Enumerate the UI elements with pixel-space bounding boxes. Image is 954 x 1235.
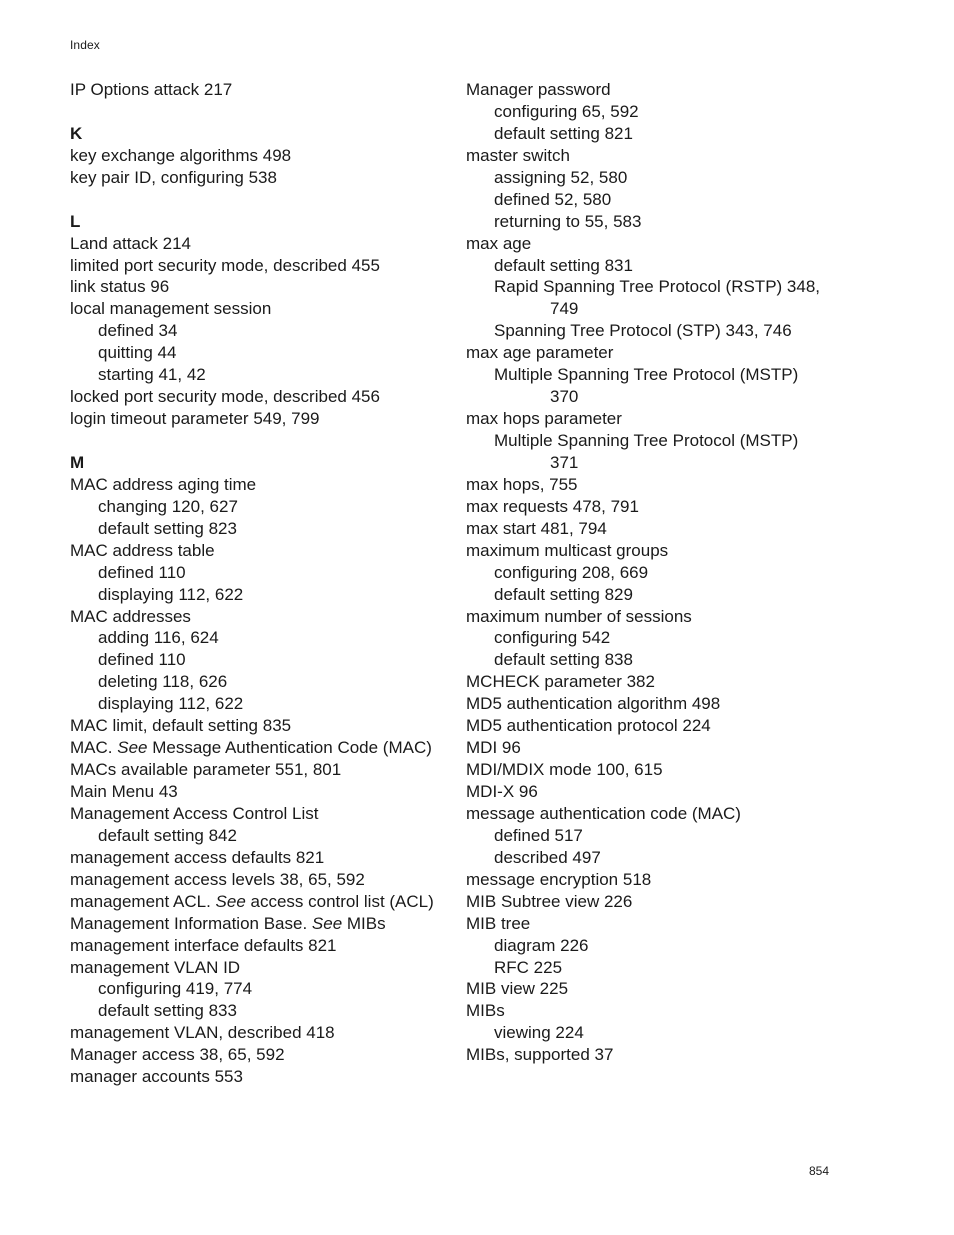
index-letter-heading: L (70, 211, 81, 231)
index-subentry: defined 34 (98, 321, 178, 341)
index-see-reference (70, 913, 450, 935)
index-entry: MD5 authentication algorithm 498 (466, 694, 721, 714)
index-column-left (70, 79, 450, 1088)
index-entry: key exchange algorithms 498 (70, 145, 292, 165)
index-subentry: Multiple Spanning Tree Protocol (MSTP) (494, 431, 799, 450)
index-entry: maximum number of sessions (466, 606, 692, 626)
index-subentry: default setting 831 (494, 255, 633, 275)
index-subentry: starting 41, 42 (98, 365, 206, 385)
index-subentry: default setting 842 (98, 825, 237, 845)
index-entry: MAC addresses (70, 606, 191, 626)
index-entry: MDI-X 96 (466, 782, 538, 801)
index-entry: management access levels 38, 65, 592 (70, 869, 365, 889)
index-entry: MDI 96 (466, 738, 521, 758)
index-entry: MAC address table (70, 540, 215, 560)
index-entry: IP Options attack 217 (70, 80, 233, 99)
index-subentry: adding 116, 624 (98, 628, 219, 648)
running-header: Index (70, 38, 100, 52)
index-entry: MIBs, supported 37 (466, 1045, 614, 1065)
index-subentry: RFC 225 (494, 957, 563, 977)
index-subentry: configuring 419, 774 (98, 979, 253, 999)
index-subentry: viewing 224 (494, 1023, 584, 1043)
index-entry: MDI/MDIX mode 100, 615 (466, 760, 663, 780)
index-entry: MCHECK parameter 382 (466, 672, 655, 692)
see-term: Management Information Base. (70, 913, 312, 933)
index-entry: message authentication code (MAC) (466, 803, 741, 823)
index-subentry: displaying 112, 622 (98, 694, 244, 714)
index-subentry: default setting 838 (494, 650, 633, 670)
index-entry: local management session (70, 299, 272, 319)
index-entry: MIBs (466, 1001, 505, 1021)
index-subentry: defined 52, 580 (494, 189, 612, 209)
index-entry: Management Access Control List (70, 803, 319, 823)
see-term: management ACL. (70, 891, 216, 911)
index-entry: limited port security mode, described 455 (70, 255, 380, 275)
see-word: See (311, 913, 343, 933)
index-subentry: deleting 118, 626 (98, 672, 228, 692)
index-entry: login timeout parameter 549, 799 (70, 409, 320, 429)
index-entry: max age (466, 233, 532, 253)
index-letter-heading: M (70, 452, 85, 472)
see-target: access control list (ACL) (245, 891, 434, 911)
index-entry: MIB Subtree view 226 (466, 891, 633, 911)
index-subentry: described 497 (494, 847, 601, 867)
index-entry: max requests 478, 791 (466, 496, 639, 516)
blank-line (70, 101, 450, 123)
index-entry: key pair ID, configuring 538 (70, 167, 277, 187)
index-entry: MD5 authentication protocol 224 (466, 716, 711, 736)
index-subentry: defined 110 (98, 562, 186, 582)
index-subentry: diagram 226 (494, 935, 589, 955)
index-entry: Land attack 214 (70, 233, 191, 253)
index-subentry: defined 517 (494, 825, 583, 845)
index-subentry: changing 120, 627 (98, 496, 238, 516)
index-see-reference (70, 891, 450, 913)
index-entry: management VLAN ID (70, 957, 241, 977)
index-subentry: default setting 833 (98, 1001, 237, 1021)
index-subentry: default setting 821 (494, 123, 633, 143)
see-target: MIBs (342, 913, 386, 933)
index-subentry: quitting 44 (98, 343, 177, 363)
index-subentry: assigning 52, 580 (494, 167, 628, 187)
index-see-reference (70, 737, 450, 759)
index-subentry: defined 110 (98, 650, 186, 670)
see-target: Message Authentication Code (MAC) (147, 738, 432, 758)
index-subentry: Rapid Spanning Tree Protocol (RSTP) 348, (494, 277, 821, 297)
page-number: 854 (809, 1164, 830, 1178)
index-subentry: Multiple Spanning Tree Protocol (MSTP) (494, 365, 799, 385)
index-subentry: configuring 65, 592 (494, 101, 639, 121)
index-entry: max age parameter (466, 343, 614, 363)
index-entry: link status 96 (70, 277, 170, 297)
index-entry: MACs available parameter 551, 801 (70, 760, 342, 780)
index-entry: MAC limit, default setting 835 (70, 716, 292, 736)
index-entry: Manager password (466, 80, 611, 99)
index-subentry: default setting 829 (494, 584, 633, 604)
index-subentry: configuring 542 (494, 628, 611, 648)
index-subentry: returning to 55, 583 (494, 211, 642, 231)
see-term: MAC. (70, 738, 118, 758)
index-subentry-continuation: 371 (550, 452, 579, 472)
index-entry: Main Menu 43 (70, 782, 178, 801)
index-entry: max start 481, 794 (466, 518, 607, 538)
index-entry: management VLAN, described 418 (70, 1023, 335, 1043)
index-subentry: default setting 823 (98, 518, 237, 538)
index-entry: manager accounts 553 (70, 1067, 243, 1087)
index-entry: message encryption 518 (466, 869, 652, 889)
index-entry: MIB tree (466, 913, 531, 933)
blank-line (70, 430, 450, 452)
index-entry: MAC address aging time (70, 474, 257, 494)
see-word: See (215, 891, 246, 911)
index-subentry: displaying 112, 622 (98, 584, 244, 604)
index-entry: management access defaults 821 (70, 847, 325, 867)
index-entry: maximum multicast groups (466, 540, 669, 560)
see-word: See (117, 738, 148, 758)
index-subentry: configuring 208, 669 (494, 562, 649, 582)
index-entry: MIB view 225 (466, 979, 569, 999)
index-entry: max hops, 755 (466, 474, 578, 494)
index-subentry-continuation: 749 (550, 299, 579, 319)
index-entry: locked port security mode, described 456 (70, 387, 380, 407)
index-subentry-continuation: 370 (550, 387, 579, 407)
index-entry: max hops parameter (466, 409, 622, 429)
index-letter-heading: K (70, 123, 83, 143)
index-entry: management interface defaults 821 (70, 935, 337, 955)
index-subentry: Spanning Tree Protocol (STP) 343, 746 (494, 321, 792, 341)
index-entry: master switch (466, 145, 570, 165)
index-entry: Manager access 38, 65, 592 (70, 1045, 285, 1065)
blank-line (70, 189, 450, 211)
index-column-right (466, 79, 866, 1066)
